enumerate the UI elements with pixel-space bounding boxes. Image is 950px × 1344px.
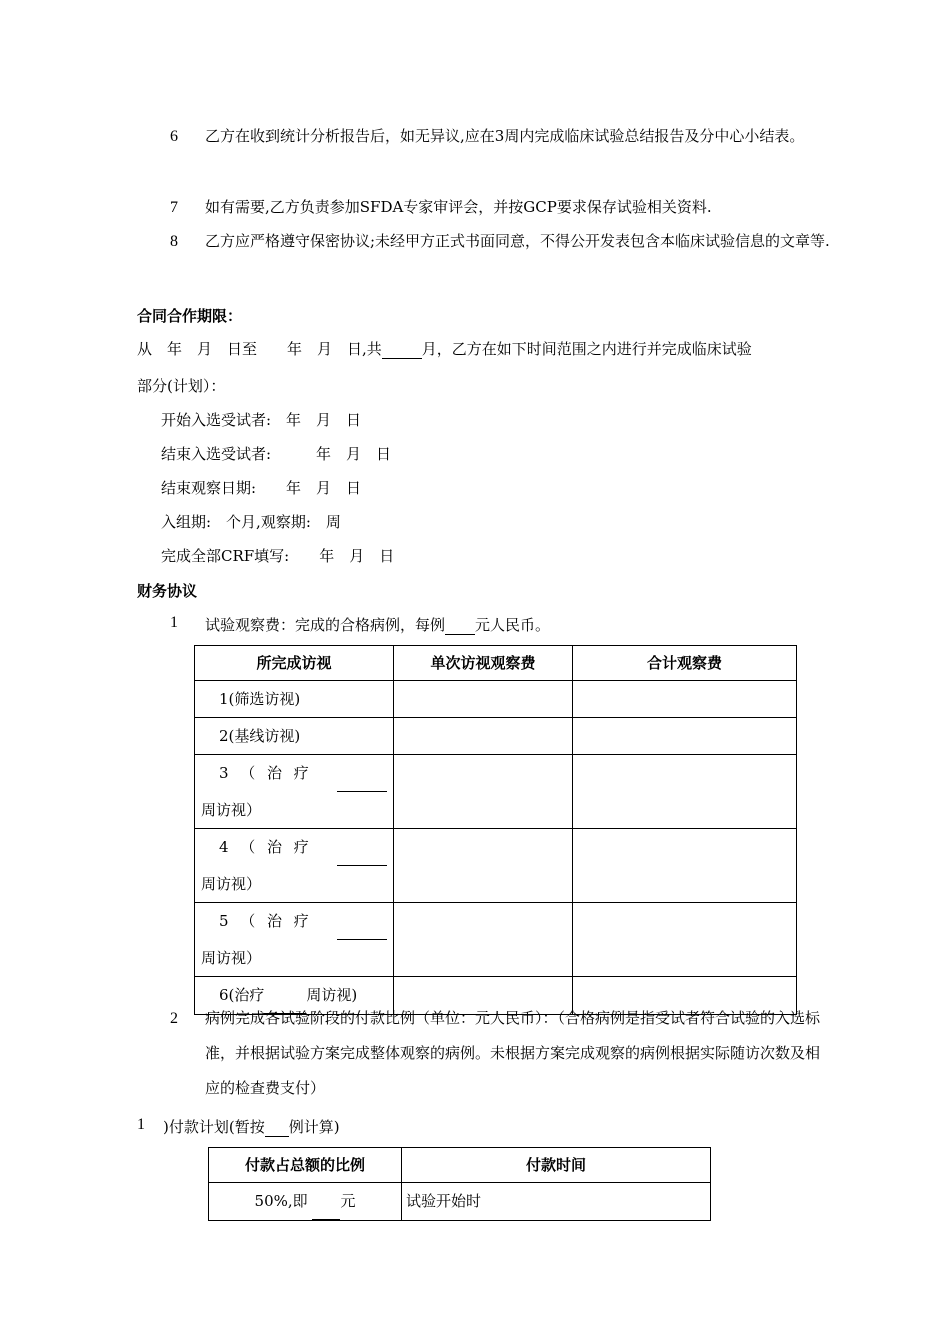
item-number-6: 6 bbox=[170, 128, 178, 145]
schedule-end-observation: 结束观察日期: 年 月 日 bbox=[161, 479, 362, 497]
table-header: 付款时间 bbox=[402, 1148, 711, 1183]
visit-fee-table bbox=[194, 645, 797, 1015]
fee-cell bbox=[394, 903, 573, 977]
visit-cell-b: 周访视) bbox=[306, 986, 358, 1004]
visit-cell-a: 3（治疗 bbox=[219, 764, 321, 782]
visit-cell: 1(筛选访视) bbox=[195, 681, 394, 718]
total-cell bbox=[573, 718, 797, 755]
cases-blank bbox=[265, 1118, 289, 1137]
fee-cell bbox=[394, 681, 573, 718]
table-row bbox=[195, 718, 797, 755]
fee-cell bbox=[394, 718, 573, 755]
table-row bbox=[195, 755, 797, 829]
finance-item-1-b: 元人民币。 bbox=[475, 616, 551, 634]
week-blank bbox=[337, 829, 387, 866]
ratio-cell-b: 元 bbox=[340, 1192, 356, 1210]
finance-item-number-1: 1 bbox=[170, 614, 178, 631]
period-heading: 合同合作期限： bbox=[137, 307, 243, 325]
visit-cell-b: 周访视） bbox=[201, 801, 262, 819]
period-line-1-b: 月，乙方在如下时间范围之内进行并完成临床试验 bbox=[421, 340, 752, 358]
item-7-text: 如有需要,乙方负责参加SFDA专家审评会，并按GCP要求保存试验相关资料. bbox=[205, 198, 712, 216]
table-header-row bbox=[195, 646, 797, 681]
schedule-periods: 入组期: 个月,观察期: 周 bbox=[161, 513, 341, 531]
finance-heading: 财务协议 bbox=[137, 582, 198, 600]
finance-item-1-a: 试验观察费：完成的合格病例，每例 bbox=[205, 616, 446, 634]
finance-item-2: 病例完成各试验阶段的付款比例（单位：元人民币）：（合格病例是指受试者符合试验的入选标准，并根据试验方案完成整体观察的病例。未根据方案完成观察的病例根据实际随访次数及相应的检查费支付） bbox=[205, 1009, 821, 1097]
visit-cell bbox=[195, 755, 394, 829]
week-blank bbox=[337, 755, 387, 792]
table-row bbox=[195, 829, 797, 903]
fee-cell bbox=[394, 755, 573, 829]
period-line-2: 部分(计划）： bbox=[137, 377, 226, 395]
ratio-cell-a: 50%,即 bbox=[254, 1192, 308, 1210]
visit-cell-b: 周访视） bbox=[201, 949, 262, 967]
visit-cell-a: 5（治疗 bbox=[219, 912, 321, 930]
table-row bbox=[209, 1183, 711, 1221]
table-header: 合计观察费 bbox=[573, 646, 797, 681]
schedule-start-enrollment: 开始入选受试者: 年 月 日 bbox=[161, 411, 362, 429]
payment-plan-b: 例计算) bbox=[288, 1118, 340, 1136]
payment-table bbox=[208, 1147, 711, 1221]
ratio-cell bbox=[209, 1183, 402, 1221]
visit-cell-a: 6(治疗 bbox=[219, 986, 265, 1004]
total-cell bbox=[573, 755, 797, 829]
week-blank bbox=[337, 903, 387, 940]
table-header: 所完成访视 bbox=[195, 646, 394, 681]
schedule-crf: 完成全部CRF填写: 年 月 日 bbox=[161, 547, 395, 565]
table-row bbox=[195, 681, 797, 718]
fee-blank bbox=[445, 616, 475, 635]
total-cell bbox=[573, 681, 797, 718]
amount-blank bbox=[312, 1183, 340, 1220]
total-cell bbox=[573, 903, 797, 977]
finance-item-number-2: 2 bbox=[170, 1010, 178, 1027]
visit-cell-a: 4（治疗 bbox=[219, 838, 321, 856]
item-number-8: 8 bbox=[170, 233, 178, 250]
table-header: 单次访视观察费 bbox=[394, 646, 573, 681]
item-8-text: 乙方应严格遵守保密协议;未经甲方正式书面同意，不得公开发表包含本临床试验信息的文章等. bbox=[205, 232, 830, 250]
plan-number: 1 bbox=[137, 1116, 145, 1133]
fee-cell bbox=[394, 829, 573, 903]
payment-plan-a: )付款计划(暂按 bbox=[163, 1118, 265, 1136]
period-line-1 bbox=[137, 338, 752, 359]
total-cell bbox=[573, 829, 797, 903]
visit-cell bbox=[195, 829, 394, 903]
schedule-end-enrollment: 结束入选受试者: 年 月 日 bbox=[161, 445, 392, 463]
table-row bbox=[195, 903, 797, 977]
period-line-1-a: 从 年 月 日至 年 月 日,共 bbox=[137, 340, 382, 358]
visit-cell bbox=[195, 903, 394, 977]
visit-cell-b: 周访视） bbox=[201, 875, 262, 893]
item-number-7: 7 bbox=[170, 199, 178, 216]
finance-item-1 bbox=[205, 614, 550, 635]
table-header: 付款占总额的比例 bbox=[209, 1148, 402, 1183]
visit-cell: 2(基线访视) bbox=[195, 718, 394, 755]
months-blank bbox=[382, 340, 422, 359]
table-header-row bbox=[209, 1148, 711, 1183]
item-6-text: 乙方在收到统计分析报告后，如无异议,应在3周内完成临床试验总结报告及分中心小结表。 bbox=[205, 127, 805, 145]
payment-plan-line bbox=[163, 1116, 340, 1137]
time-cell: 试验开始时 bbox=[402, 1183, 711, 1221]
